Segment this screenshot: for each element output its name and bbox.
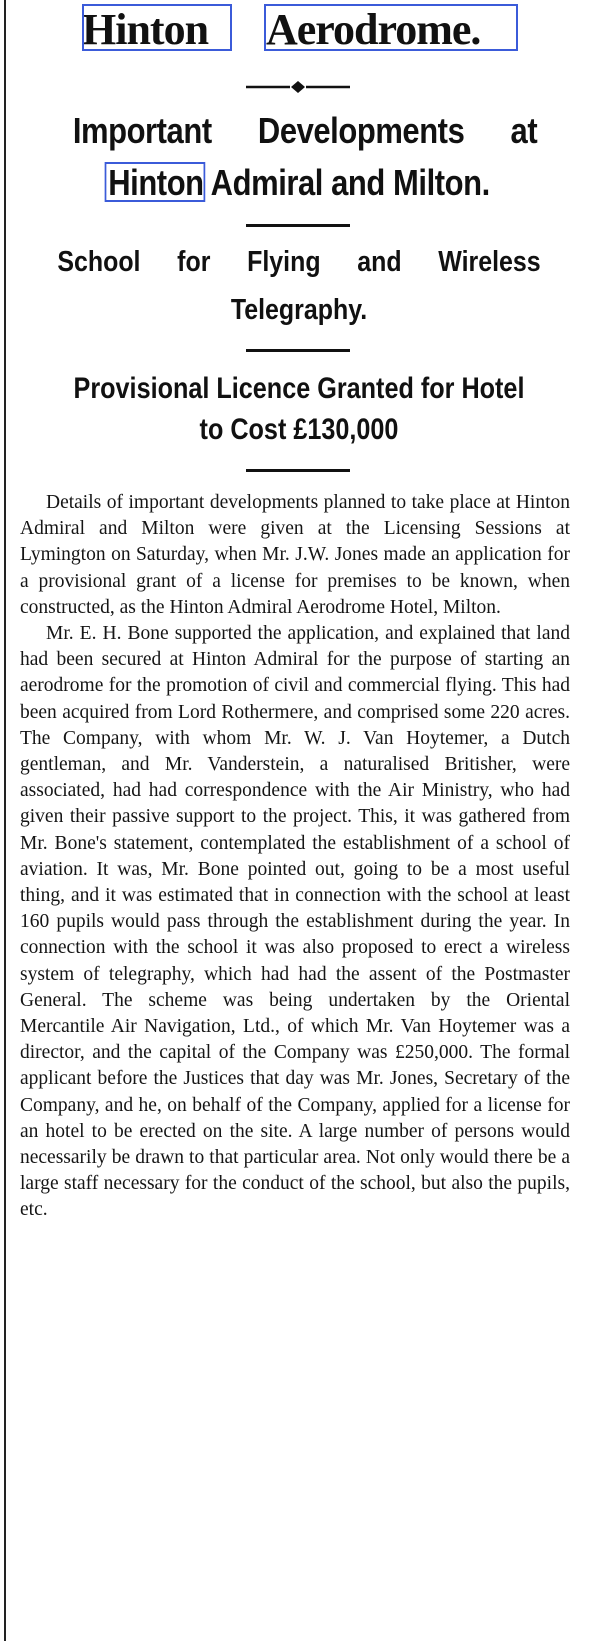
highlight-box-subhead: [105, 162, 206, 202]
divider-rule: [246, 349, 350, 352]
highlight-box-headline-word2: [264, 4, 518, 51]
headline-word-aerodrome: Aerodrome.: [266, 5, 481, 54]
subhead-provisional-licence: Provisional Licence Granted for Hotel: [73, 372, 525, 405]
subhead-hinton-admiral-milton: [57, 160, 540, 206]
divider-rule: [246, 224, 350, 227]
column-rule: [4, 0, 6, 1641]
highlight-box-headline-word1: [82, 4, 232, 51]
headline-word-hinton: Hinton: [82, 5, 209, 54]
body-paragraph-2: Mr. E. H. Bone supported the application, and explained that land had been secured at Hinton Admiral for the purpose of starting an aerodrome for the promotion of civil and commercial flying. This had been acquired from Lord Rothermere, and comprised some 220 acres. The Company, with whom Mr. W. J. Van Hoytemer, a Dutch gentleman, and Mr. Vanderstein, a naturalised Britisher, were associated, had had correspondence with the Air Ministry, who had given their passive support to the project. This, it was gathered from Mr. Bone's statement, contemplated the establishment of a school of aviation. It was, Mr. Bone pointed out, going to be a most useful thing, and it was estimated that in connection with the school at least 160 pupils would pass through the establishment during the year. In connection with the school it was also proposed to erect a wireless system of telegraphy, which had had the assent of the Postmaster General. The scheme was being undertaken by the Oriental Mercantile Air Navigation, Ltd., of which Mr. Van Hoytemer was a director, and the capital of the Company was £250,000. The formal applicant before the Justices that day was Mr. Jones, Secretary of the Company, and he, on behalf of the Company, applied for a license for an hotel to be erected on the site. A large number of persons would necessarily be drawn to that particular area. Not only would there be a large staff necessary for the conduct of the school, but also the pupils, etc.: [20, 623, 570, 1221]
diamond-ornament-icon: [246, 81, 350, 93]
divider-rule: [246, 469, 350, 472]
highlighted-word-text: Hinton: [108, 162, 204, 203]
body-paragraph-1: Details of important developments planned to take place at Hinton Admiral and Milton were given at the Licensing Sessions at Lymington on Saturday, when Mr. J.W. Jones made an application for a provisional grant of a license for premises to be known, when constructed, as the Hinton Admiral Aerodrome Hotel, Milton.: [20, 492, 570, 618]
subhead-hotel-cost: to Cost £130,000: [199, 413, 399, 446]
subhead-telegraphy: Telegraphy.: [230, 294, 368, 326]
subhead-important-developments: Important Developments at: [72, 110, 538, 151]
highlighted-word-hinton: [108, 160, 203, 206]
subhead-school-flying: School for Flying and Wireless: [57, 246, 541, 278]
subhead-line2-rest: Admiral and Milton.: [203, 162, 490, 203]
article-body: [20, 490, 570, 1224]
